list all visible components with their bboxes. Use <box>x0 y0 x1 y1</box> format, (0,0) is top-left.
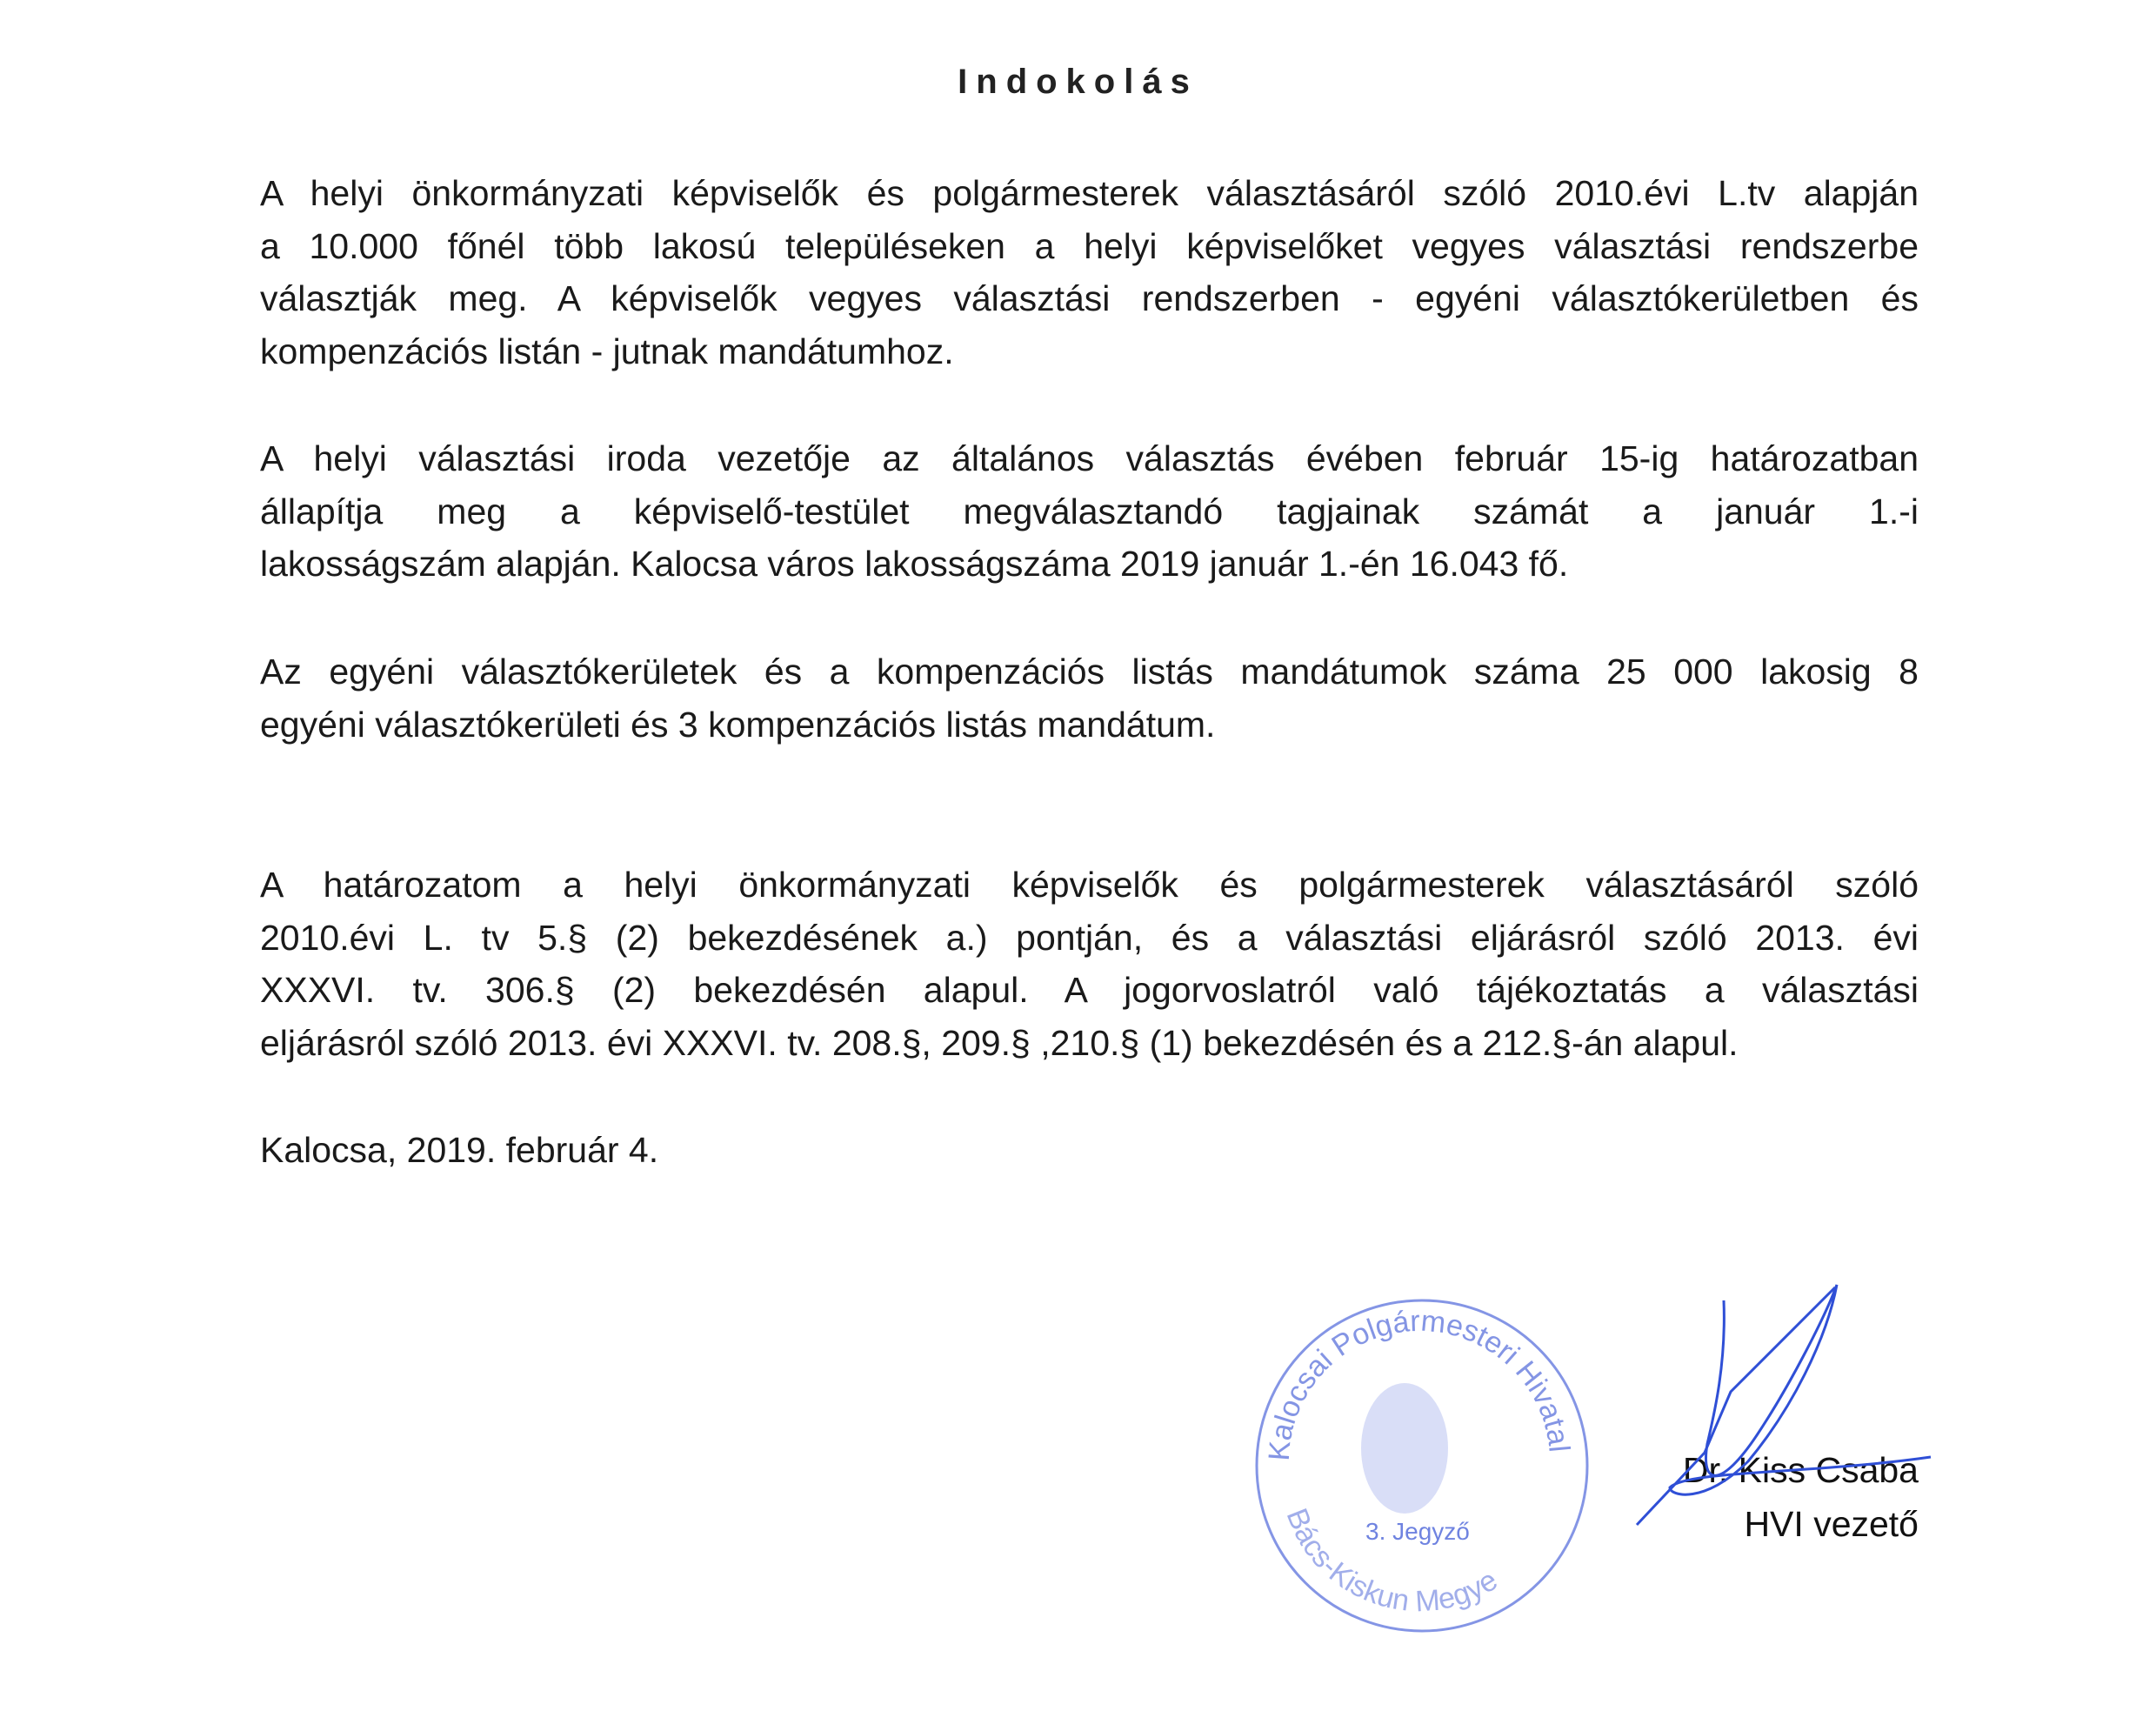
text-line: lakosságszám alapján. Kalocsa város lakosságszáma 2019 január 1.-én 16.043 fő. <box>260 544 1569 584</box>
text-line: 2010.évi L. tv 5.§ (2) bekezdésének a.) pontján, és a választási eljárásról szóló 2013. évi <box>260 917 1919 958</box>
signer-role: HVI vezető <box>1744 1504 1919 1544</box>
stamp-top-text: Kalocsai Polgármesteri Hivatal <box>1262 1304 1576 1462</box>
text-line: eljárásról szóló 2013. évi XXXVI. tv. 208.§, 209.§ ,210.§ (1) bekezdésén és a 212.§-án alapul. <box>260 1022 1739 1063</box>
paragraph-1 <box>260 167 1919 378</box>
text-line: A helyi választási iroda vezetője az általános választás évében február 15-ig határozatban <box>260 438 1919 478</box>
text-line: Az egyéni választókerületek és a kompenzációs listás mandátumok száma 25 000 lakosig 8 <box>260 652 1919 692</box>
document-title: Indokolás <box>958 63 1198 101</box>
date-text: Kalocsa, 2019. február 4. <box>260 1130 659 1170</box>
coat-of-arms-icon <box>1361 1383 1448 1514</box>
stamp-bottom-text: Bács-Kiskun Megye <box>1279 1504 1504 1619</box>
stamp-center-text: 3. Jegyző <box>1365 1518 1470 1545</box>
date-line <box>260 1124 1919 1177</box>
text-line: egyéni választókerületi és 3 kompenzációs listás mandátum. <box>260 704 1216 745</box>
signer-name: Dr. Kiss Csaba <box>1682 1450 1919 1490</box>
text-line: XXXVI. tv. 306.§ (2) bekezdésén alapul. A jogorvoslatról való tájékoztatás a választási <box>260 970 1919 1010</box>
text-line: A határozatom a helyi önkormányzati képviselők és polgármesterek választásáról szóló <box>260 865 1919 905</box>
paragraph-3 <box>260 645 1919 751</box>
text-line: állapítja meg a képviselő-testület megválasztandó tagjainak számát a január 1.-i <box>260 491 1919 531</box>
paragraph-2 <box>260 432 1919 591</box>
paragraph-4 <box>260 859 1919 1069</box>
text-line: kompenzációs listán - jutnak mandátumhoz. <box>260 331 954 371</box>
text-line: választják meg. A képviselők vegyes választási rendszerben - egyéni választókerületben és <box>260 278 1919 318</box>
handwritten-signature <box>1548 1261 1948 1644</box>
text-line: A helyi önkormányzati képviselők és polgármesterek választásáról szóló 2010.évi L.tv alapján <box>260 173 1919 213</box>
text-line: a 10.000 főnél több lakosú településeken a helyi képviselőket vegyes választási rendszerbe <box>260 225 1919 266</box>
